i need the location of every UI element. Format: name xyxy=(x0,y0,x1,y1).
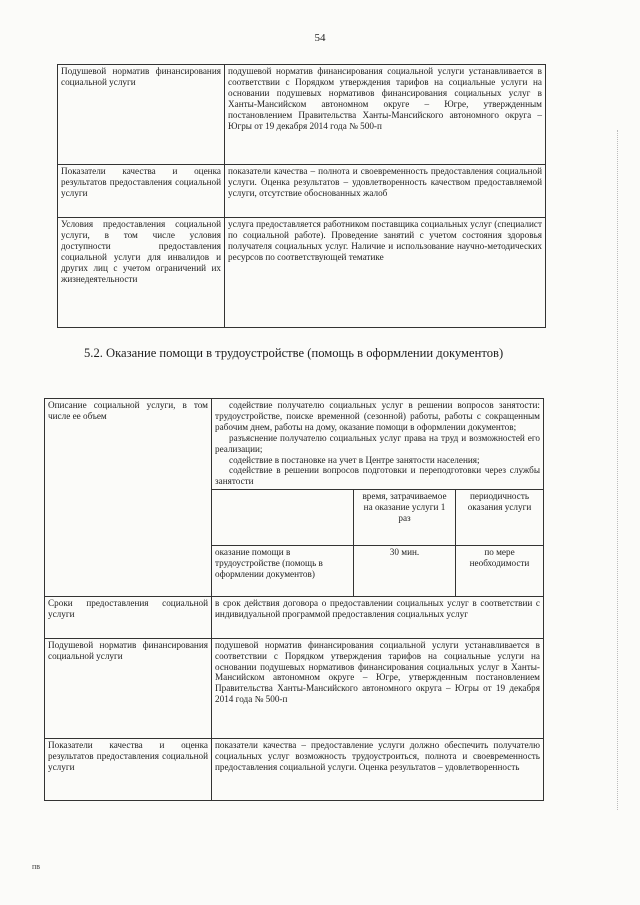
subtable-time-value: 30 мин. xyxy=(354,546,456,596)
row-text: услуга предоставляется работником поставщика социальных услуг (специалист по социальной работе). Проведение занятий с учетом состояния здоровья получателя социальных услуг. Наличие и использование научно-методических ресурсов по соответствующей тематике xyxy=(225,218,546,328)
table-row xyxy=(45,738,544,800)
description-paragraph: разъяснение получателю социальных услуг права на труд и возможностей его реализации; xyxy=(215,432,540,454)
col-header-time: время, затрачиваемое на оказание услуги 1 раз xyxy=(354,490,456,546)
scan-edge-line xyxy=(616,130,618,810)
table-row xyxy=(58,165,546,218)
subtable-row-label: оказание помощи в трудоустройстве (помощь в оформлении документов) xyxy=(212,546,354,596)
time-subtable xyxy=(212,489,543,596)
table-row xyxy=(45,638,544,738)
description-paragraph: содействие получателю социальных услуг в решении вопросов занятости: трудоустройстве, поиске временной (сезонной) работы, работы с сокращенным рабочим днем, работы на дому, оказание помощи в оформлении документов; xyxy=(215,400,540,432)
services-table-continued xyxy=(57,64,546,328)
description-text xyxy=(212,399,543,489)
subtable-frequency-value: по мере необходимости xyxy=(456,546,544,596)
page-number: 54 xyxy=(314,32,326,44)
row-label: Описание социальной услуги, в том числе ее объем xyxy=(45,399,212,597)
row-label: Сроки предоставления социальной услуги xyxy=(45,596,212,638)
row-label: Показатели качества и оценка результатов предоставления социальной услуги xyxy=(45,738,212,800)
description-paragraph: содействие в решении вопросов подготовки и переподготовки через службы занятости xyxy=(215,465,540,487)
section-heading: 5.2. Оказание помощи в трудоустройстве (помощь в оформлении документов) xyxy=(84,346,504,360)
table-row xyxy=(58,218,546,328)
description-paragraph: содействие в постановке на учет в Центре занятости населения; xyxy=(229,454,480,465)
table-row xyxy=(212,546,543,596)
row-label: Подушевой норматив финансирования социальной услуги xyxy=(58,65,225,165)
table-row xyxy=(58,65,546,165)
row-text: показатели качества – полнота и своевременность предоставления социальной услуги. Оценка результатов – удовлетворенность качеством предоставляемой услуги, отсутствие обоснованных жалоб xyxy=(225,165,546,218)
table-row xyxy=(45,596,544,638)
table-row xyxy=(45,399,544,597)
row-text: показатели качества – предоставление услуги должно обеспечить получателю социальных услуг возможность трудоустроиться, полнота и своевременность предоставления социальной услуги. Оценка результатов – удовлетворенность xyxy=(212,738,544,800)
footer-mark: пв xyxy=(32,862,41,871)
row-text: подушевой норматив финансирования социальной услуги устанавливается в соответствии с Порядком утверждения тарифов на социальные услуги на основании подушевых нормативов финансирования социальных услуг в Ханты-Мансийском автономном округе – Югре, утвержденным постановлением Правительства Ханты-Мансийского автономного округа – Югры от 19 декабря 2014 года № 500-п xyxy=(225,65,546,165)
table-row xyxy=(212,490,543,546)
row-text: подушевой норматив финансирования социальной услуги устанавливается в соответствии с Порядком утверждения тарифов на социальные услуги на основании подушевых нормативов финансирования социальных услуг в Ханты-Мансийском автономном округе – Югре, утвержденным постановлением Правительства Ханты-Мансийского автономного округа – Югры от 19 декабря 2014 года № 500-п xyxy=(212,638,544,738)
row-label: Показатели качества и оценка результатов предоставления социальной услуги xyxy=(58,165,225,218)
service-5-2-table xyxy=(44,398,544,801)
row-label: Подушевой норматив финансирования социальной услуги xyxy=(45,638,212,738)
row-label: Условия предоставления социальной услуги, в том числе условия доступности предоставления социальной услуги для инвалидов и других лиц с учетом ограничений их жизнедеятельности xyxy=(58,218,225,328)
col-header-frequency: периодичность оказания услуги xyxy=(456,490,544,546)
row-text: в срок действия договора о предоставлении социальных услуг в соответствии с индивидуальной программой предоставления социальных услуг xyxy=(212,596,544,638)
